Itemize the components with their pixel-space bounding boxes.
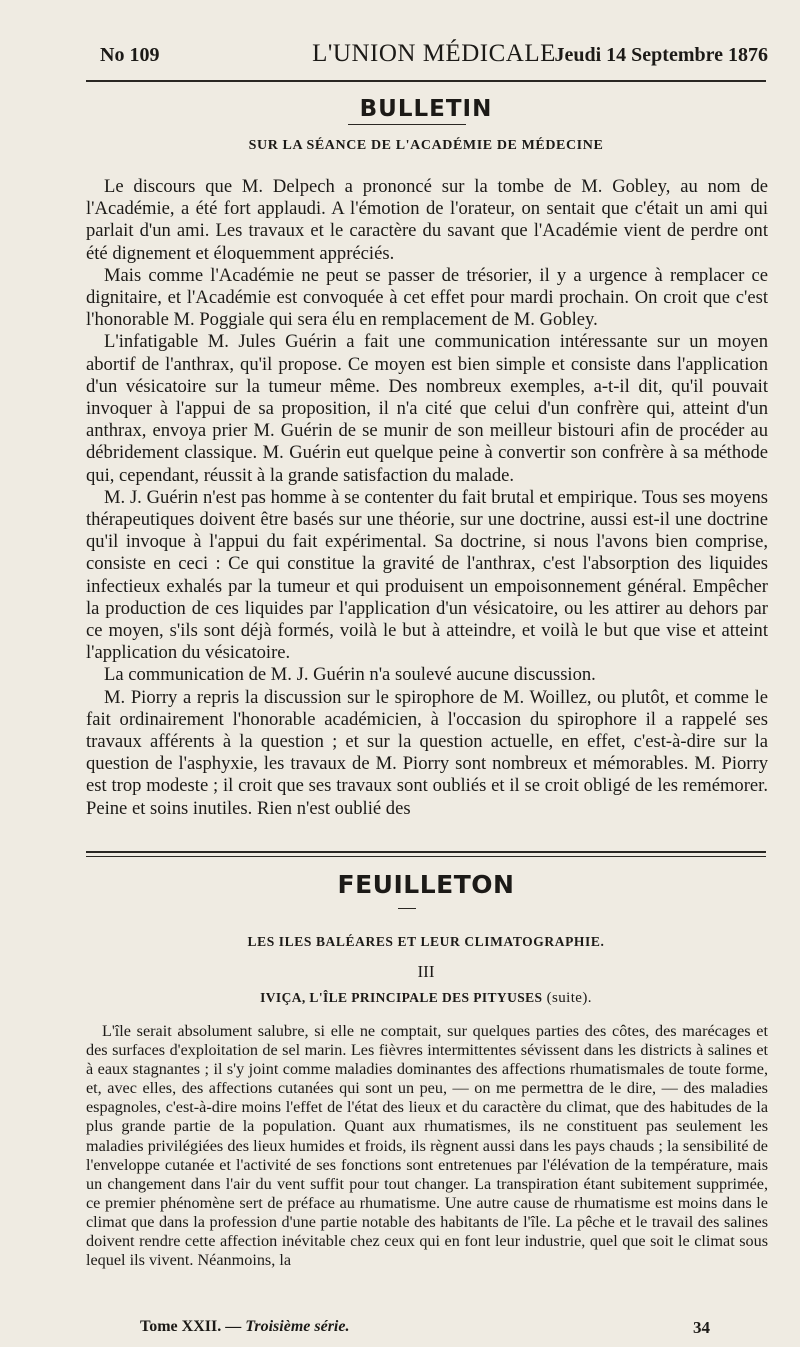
bulletin-paragraph: L'infatigable M. Jules Guérin a fait une communication intéressante sur un moyen abortif de l'anthrax, qu'il propose. Ce moyen est bien simple et consiste dans l'application d'un vésicatoire sur la tumeur même. Des nombreux exemples, a-t-il dit, qu'il pouvait invoquer à l'appui de sa proposition, il n'a cité que celui d'un confrère qui, atteint d'un anthrax, envoya prier M. Guérin de se munir de son meilleur bistouri afin de procéder au débridement classique. M. Guérin eut quelque peine à convertir son confrère à sa méthode qui, cependant, réussit à la grande satisfaction du malade. (86, 331, 768, 486)
issue-number: No 109 (100, 44, 160, 66)
masthead-rule (86, 80, 766, 82)
bulletin-title: BULLETIN (359, 96, 493, 122)
bulletin-title-rule (348, 124, 466, 125)
bulletin-paragraph: La communication de M. J. Guérin n'a soulevé aucune discussion. (104, 664, 596, 686)
bulletin-paragraph: M. J. Guérin n'est pas homme à se contenter du fait brutal et empirique. Tous ses moyens thérapeutiques doivent être basés sur une théorie, sur une doctrine, aussi est-il une doctrine qu'il invoque à l'appui du fait expérimental. Sa doctrine, si nous l'avons bien comprise, consiste en ceci : Ce qui constitue la gravité de l'anthrax, c'est l'absorption des liquides infectieux exhalés par la tumeur et qui produisent un empoisonnement général. Empêcher la production de ces liquides par l'application d'un vésicatoire, ou les attirer au dehors par ce moyen, s'ils sont déjà formés, voilà le but à atteindre, et voilà le but que vise et atteint l'application du vésicatoire. (86, 486, 768, 664)
feuilleton-body (86, 1022, 768, 1310)
page-footer (140, 1318, 710, 1342)
section-divider (86, 851, 766, 857)
masthead (100, 38, 768, 70)
page-number: 34 (693, 1318, 710, 1337)
serie-label: Troisième série. (245, 1318, 350, 1335)
feuilleton-title: FEUILLETON (337, 870, 515, 899)
chapter-title: IVIÇA, L'ÎLE PRINCIPALE DES PITYUSES (260, 990, 543, 1005)
bulletin-paragraph: Le discours que M. Delpech a prononcé sur la tombe de M. Gobley, au nom de l'Académie, a été fort applaudi. A l'émotion de l'orateur, on sentait que c'était un ami qui parlait d'un ami. Les travaux et le caractère du savant que l'Académie vient de perdre ont été dignement et éloquemment appréciés. (86, 176, 768, 264)
feuilleton-subtitle: LES ILES BALÉARES ET LEUR CLIMATOGRAPHIE. (247, 934, 605, 949)
feuilleton-title-rule (398, 908, 416, 909)
tome-label: Tome XXII. — (140, 1318, 246, 1335)
footer-tome (140, 1318, 349, 1336)
feuilleton-paragraph: L'île serait absolument salubre, si elle ne comptait, sur quelques parties des côtes, des marécages et des surfaces d'exploitation de sel marin. Les fièvres intermittentes sévissent dans les districts à salines et à eaux stagnantes ; il s'y joint comme maladies dominantes des affections rhumatismales de toute forme, et, avec elles, des affections cutanées qui sont un peu, — on me permettra de le dire, — des maladies espagnoles, c'est-à-dire moins l'effet de l'état des lieux et du caractère du climat, que des habitudes de la plus grande partie de la population. Quant aux rhumatismes, ils ne constituent pas seulement les maladies privilégiées des lieux humides et froids, ils règnent aussi dans les pays chauds ; la sensibilité de l'enveloppe cutanée et l'activité de ses fonctions sont entretenues par l'élévation de la température, mais un changement dans l'air du vent suffit pour tout changer. La transpiration étant subitement supprimée, ce premier phénomène sert de préface au rhumatisme. Une autre cause de rhumatisme est moins dans le climat que dans la profession d'une partie notable des habitants de l'île. La pêche et le travail des salines doivent rendre cette affection inévitable chez ceux qui en font leur industrie, quel que soit le climat sous lequel ils vivent. Néanmoins, la (86, 1022, 768, 1270)
bulletin-paragraph: Mais comme l'Académie ne peut se passer de trésorier, il y a urgence à remplacer ce dignitaire, et l'Académie est convoquée à cet effet pour mardi prochain. On croit que c'est l'honorable M. Poggiale qui sera élu en remplacement de M. Gobley. (86, 264, 768, 331)
bulletin-body (86, 176, 768, 844)
chapter-suffix: (suite). (542, 990, 592, 1006)
journal-title: L'UNION MÉDICALE (312, 40, 556, 67)
bulletin-subtitle: SUR LA SÉANCE DE L'ACADÉMIE DE MÉDECINE (248, 138, 604, 153)
chapter-heading (86, 990, 766, 1007)
issue-date: Jeudi 14 Septembre 1876 (554, 44, 768, 66)
chapter-number: III (417, 962, 435, 981)
bulletin-paragraph: M. Piorry a repris la discussion sur le spirophore de M. Woillez, ou plutôt, et comme le fait ordinairement l'honorable académicien, à l'occasion du spirophore il a rappelé ses travaux afférents à la question ; et sur la question actuelle, en effet, c'est-à-dire sur la question de l'asphyxie, les travaux de M. Piorry sont nombreux et mémorables. M. Piorry est trop modeste ; il croit que ses travaux sont oubliés et il se croit obligé de les remémorer. Peine et soins inutiles. Rien n'est oublié des (86, 686, 768, 819)
